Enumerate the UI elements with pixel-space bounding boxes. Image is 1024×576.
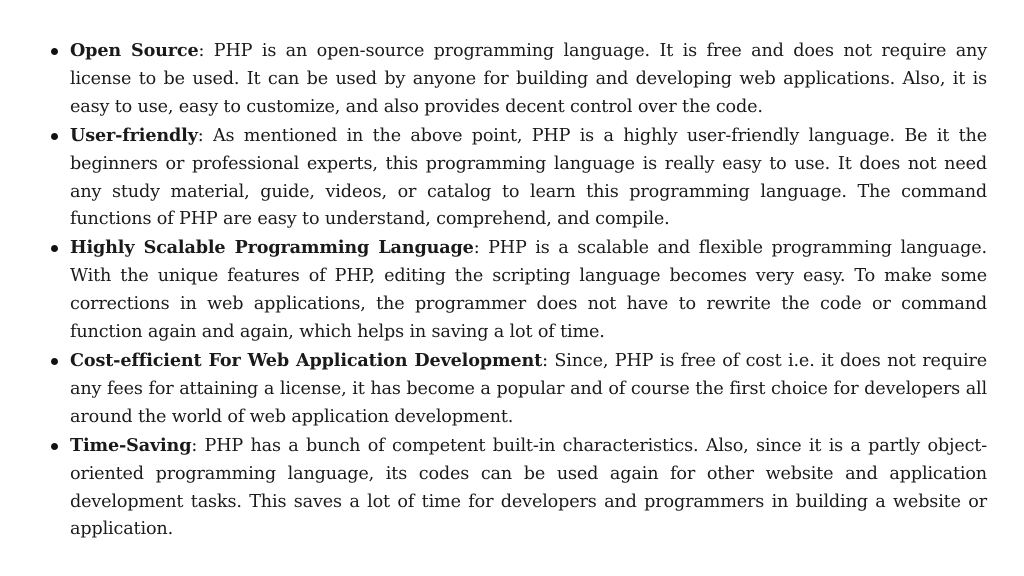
- list-item-text: : PHP is an open-source programming language. It is free and does not require any license to be used. It can be used by anyone for building and developing web applications. Also, it is easy to use, easy to customize, and also provides decent control over the code.: [70, 41, 988, 117]
- list-item-text: : PHP has a bunch of competent built-in characteristics. Also, since it is a partly object-oriented programming language, its codes can be used again for other website and application development tasks. This saves a lot of time for developers and programmers in building a website or application.: [70, 435, 987, 540]
- list-item-highly-scalable: [0, 234, 987, 347]
- list-item-user-friendly: [0, 122, 987, 235]
- bullet-dot-icon: [51, 358, 58, 365]
- list-item-term: Highly Scalable Programming Language: [70, 237, 474, 259]
- list-item-text: : As mentioned in the above point, PHP is a highly user-friendly language. Be it the beginners or professional experts, this programming language is really easy to use. It does not need any study material, guide, videos, or catalog to learn this programming language. The command functions of PHP are easy to understand, comprehend, and compile.: [70, 125, 987, 230]
- list-item-time-saving: [0, 432, 987, 545]
- list-item-cost-efficient: [0, 347, 987, 432]
- bullet-dot-icon: [51, 245, 58, 252]
- list-item-term: Cost-efficient For Web Application Development: [70, 349, 543, 371]
- bullet-dot-icon: [51, 443, 58, 450]
- bullet-dot-icon: [51, 133, 58, 140]
- list-item-open-source: [0, 37, 987, 122]
- list-item-term: Open Source: [70, 40, 199, 61]
- bullet-dot-icon: [51, 48, 58, 55]
- list-item-text: : Since, PHP is free of cost i.e. it does not require any fees for attaining a license, it has become a popular and of course the first choice for developers all around the world of web application development.: [70, 350, 988, 427]
- feature-list: [0, 37, 987, 544]
- list-item-text: : PHP is a scalable and flexible programming language. With the unique features of PHP, editing the scripting language becomes very easy. To make some corrections in web applications, the programmer does not have to rewrite the code or command function again and again, which helps in saving a lot of time.: [70, 238, 987, 343]
- list-item-term: User-friendly: [70, 124, 198, 146]
- list-item-term: Time-Saving: [70, 434, 192, 456]
